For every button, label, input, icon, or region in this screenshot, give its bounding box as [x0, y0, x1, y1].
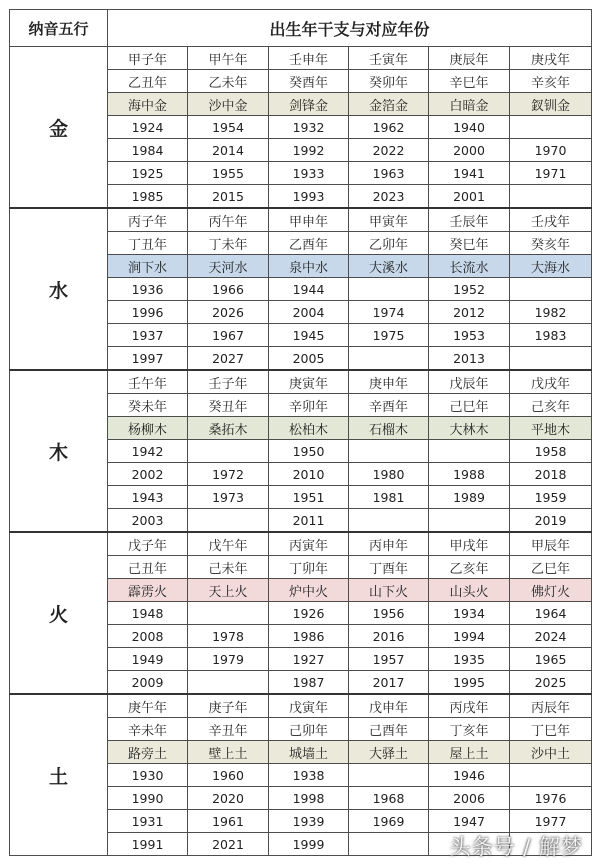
nayin-name-cell: 城墙土	[269, 741, 349, 764]
nayin-name-cell: 桑拓木	[188, 417, 269, 440]
year-cell: 1997	[108, 347, 188, 371]
year-cell: 1961	[188, 810, 269, 833]
year-cell	[349, 440, 429, 463]
year-cell: 1943	[108, 486, 188, 509]
table-wrapper	[9, 9, 592, 856]
year-cell: 1978	[188, 625, 269, 648]
ganzhi-cell: 甲子年	[108, 47, 188, 70]
nayin-name-cell: 大溪水	[349, 255, 429, 278]
element-label: 水	[10, 208, 108, 370]
ganzhi-cell: 丁酉年	[349, 556, 429, 579]
year-cell	[429, 509, 510, 533]
ganzhi-cell: 壬戌年	[510, 208, 592, 232]
year-cell: 2015	[188, 185, 269, 209]
year-cell: 1934	[429, 602, 510, 625]
year-cell: 1962	[349, 116, 429, 139]
year-cell: 1991	[108, 833, 188, 856]
year-cell: 2027	[188, 347, 269, 371]
year-cell: 1959	[510, 486, 592, 509]
ganzhi-cell: 乙酉年	[269, 232, 349, 255]
ganzhi-cell: 乙巳年	[510, 556, 592, 579]
year-cell: 1977	[510, 810, 592, 833]
year-cell: 2006	[429, 787, 510, 810]
nayin-name-cell: 白暗金	[429, 93, 510, 116]
year-cell: 1945	[269, 324, 349, 347]
ganzhi-cell: 辛亥年	[510, 70, 592, 93]
ganzhi-cell: 丁丑年	[108, 232, 188, 255]
year-cell: 2013	[429, 347, 510, 371]
year-cell	[349, 278, 429, 301]
nayin-name-cell: 天河水	[188, 255, 269, 278]
year-cell: 2000	[429, 139, 510, 162]
year-cell: 1971	[510, 162, 592, 185]
nayin-name-cell: 山下火	[349, 579, 429, 602]
year-cell: 2008	[108, 625, 188, 648]
year-cell: 1996	[108, 301, 188, 324]
nayin-name-cell: 大海水	[510, 255, 592, 278]
nayin-name-cell: 涧下水	[108, 255, 188, 278]
ganzhi-cell: 戊寅年	[269, 694, 349, 718]
ganzhi-cell: 丁未年	[188, 232, 269, 255]
year-cell: 1980	[349, 463, 429, 486]
year-cell: 1969	[349, 810, 429, 833]
nayin-name-cell: 大驿土	[349, 741, 429, 764]
nayin-name-cell: 杨柳木	[108, 417, 188, 440]
ganzhi-cell: 己巳年	[429, 394, 510, 417]
ganzhi-cell: 庚午年	[108, 694, 188, 718]
year-cell: 1936	[108, 278, 188, 301]
element-label: 土	[10, 694, 108, 856]
year-cell: 1942	[108, 440, 188, 463]
year-cell: 1972	[188, 463, 269, 486]
ganzhi-cell: 戊子年	[108, 532, 188, 556]
ganzhi-cell: 丁卯年	[269, 556, 349, 579]
stem-row-1	[10, 694, 592, 718]
ganzhi-cell: 壬午年	[108, 370, 188, 394]
ganzhi-cell: 壬辰年	[429, 208, 510, 232]
year-cell: 1958	[510, 440, 592, 463]
nayin-table	[9, 9, 592, 856]
year-cell: 1995	[429, 671, 510, 695]
ganzhi-cell: 戊午年	[188, 532, 269, 556]
year-cell: 1994	[429, 625, 510, 648]
ganzhi-cell: 丁巳年	[510, 718, 592, 741]
year-cell	[510, 347, 592, 371]
year-cell: 1967	[188, 324, 269, 347]
ganzhi-cell: 乙未年	[188, 70, 269, 93]
year-cell: 1935	[429, 648, 510, 671]
year-cell: 1982	[510, 301, 592, 324]
year-cell: 1932	[269, 116, 349, 139]
year-cell	[429, 440, 510, 463]
year-cell	[188, 440, 269, 463]
ganzhi-cell: 己亥年	[510, 394, 592, 417]
year-cell: 1973	[188, 486, 269, 509]
ganzhi-cell: 甲寅年	[349, 208, 429, 232]
year-cell: 1947	[429, 810, 510, 833]
ganzhi-cell: 丙辰年	[510, 694, 592, 718]
year-cell	[349, 764, 429, 787]
nayin-name-cell: 沙中土	[510, 741, 592, 764]
nayin-name-cell: 沙中金	[188, 93, 269, 116]
nayin-name-cell: 天上火	[188, 579, 269, 602]
year-cell: 1946	[429, 764, 510, 787]
ganzhi-cell: 甲戌年	[429, 532, 510, 556]
year-cell: 1990	[108, 787, 188, 810]
ganzhi-cell: 辛丑年	[188, 718, 269, 741]
year-cell: 1993	[269, 185, 349, 209]
nayin-name-cell: 炉中火	[269, 579, 349, 602]
ganzhi-cell: 丙申年	[349, 532, 429, 556]
ganzhi-cell: 庚辰年	[429, 47, 510, 70]
year-cell: 1979	[188, 648, 269, 671]
year-cell: 1939	[269, 810, 349, 833]
year-cell	[188, 671, 269, 695]
year-cell: 2020	[188, 787, 269, 810]
ganzhi-cell: 甲申年	[269, 208, 349, 232]
stem-row-1	[10, 47, 592, 70]
stem-row-1	[10, 370, 592, 394]
ganzhi-cell: 辛未年	[108, 718, 188, 741]
ganzhi-cell: 壬寅年	[349, 47, 429, 70]
year-cell: 1949	[108, 648, 188, 671]
year-cell: 1957	[349, 648, 429, 671]
ganzhi-cell: 壬子年	[188, 370, 269, 394]
ganzhi-cell: 丁亥年	[429, 718, 510, 741]
nayin-name-cell: 大林木	[429, 417, 510, 440]
ganzhi-cell: 戊辰年	[429, 370, 510, 394]
year-cell: 1992	[269, 139, 349, 162]
nayin-name-cell: 釵钏金	[510, 93, 592, 116]
year-cell: 2010	[269, 463, 349, 486]
ganzhi-cell: 壬申年	[269, 47, 349, 70]
year-cell: 1955	[188, 162, 269, 185]
year-cell: 1970	[510, 139, 592, 162]
year-cell: 1988	[429, 463, 510, 486]
header-years: 出生年干支与对应年份	[108, 10, 592, 47]
year-cell	[349, 833, 429, 856]
year-cell: 2023	[349, 185, 429, 209]
year-cell	[349, 347, 429, 371]
year-cell: 1974	[349, 301, 429, 324]
ganzhi-cell: 辛酉年	[349, 394, 429, 417]
year-cell: 2026	[188, 301, 269, 324]
ganzhi-cell: 丙寅年	[269, 532, 349, 556]
year-cell: 1984	[108, 139, 188, 162]
year-cell	[349, 509, 429, 533]
nayin-name-cell: 海中金	[108, 93, 188, 116]
year-cell: 1931	[108, 810, 188, 833]
year-cell	[188, 509, 269, 533]
ganzhi-cell: 癸丑年	[188, 394, 269, 417]
ganzhi-cell: 癸酉年	[269, 70, 349, 93]
nayin-name-cell: 霹雳火	[108, 579, 188, 602]
year-cell: 2016	[349, 625, 429, 648]
nayin-name-cell: 山头火	[429, 579, 510, 602]
year-cell: 1975	[349, 324, 429, 347]
ganzhi-cell: 己未年	[188, 556, 269, 579]
year-cell: 1989	[429, 486, 510, 509]
year-cell: 1940	[429, 116, 510, 139]
ganzhi-cell: 甲午年	[188, 47, 269, 70]
year-cell: 1948	[108, 602, 188, 625]
year-cell: 2018	[510, 463, 592, 486]
year-cell: 1964	[510, 602, 592, 625]
year-cell: 1966	[188, 278, 269, 301]
nayin-name-cell: 金箔金	[349, 93, 429, 116]
year-cell	[510, 116, 592, 139]
year-cell: 1930	[108, 764, 188, 787]
year-cell: 1941	[429, 162, 510, 185]
ganzhi-cell: 辛巳年	[429, 70, 510, 93]
table-body	[10, 47, 592, 856]
ganzhi-cell: 庚子年	[188, 694, 269, 718]
year-cell	[510, 764, 592, 787]
year-cell: 1951	[269, 486, 349, 509]
year-cell: 2005	[269, 347, 349, 371]
nayin-name-cell: 壁上土	[188, 741, 269, 764]
year-cell: 1925	[108, 162, 188, 185]
year-cell: 1938	[269, 764, 349, 787]
year-cell: 2003	[108, 509, 188, 533]
ganzhi-cell: 乙丑年	[108, 70, 188, 93]
ganzhi-cell: 癸卯年	[349, 70, 429, 93]
year-cell: 1960	[188, 764, 269, 787]
year-cell: 2019	[510, 509, 592, 533]
header-element: 纳音五行	[10, 10, 108, 47]
year-cell: 1952	[429, 278, 510, 301]
ganzhi-cell: 辛卯年	[269, 394, 349, 417]
ganzhi-cell: 癸未年	[108, 394, 188, 417]
year-cell: 1999	[269, 833, 349, 856]
year-cell: 1965	[510, 648, 592, 671]
year-cell: 1927	[269, 648, 349, 671]
stem-row-1	[10, 208, 592, 232]
year-cell: 1954	[188, 116, 269, 139]
year-cell: 1981	[349, 486, 429, 509]
ganzhi-cell: 乙亥年	[429, 556, 510, 579]
year-cell: 1926	[269, 602, 349, 625]
year-cell: 1953	[429, 324, 510, 347]
ganzhi-cell: 癸巳年	[429, 232, 510, 255]
year-cell: 1933	[269, 162, 349, 185]
ganzhi-cell: 甲辰年	[510, 532, 592, 556]
nayin-name-cell: 屋上土	[429, 741, 510, 764]
year-cell: 1956	[349, 602, 429, 625]
ganzhi-cell: 己卯年	[269, 718, 349, 741]
ganzhi-cell: 庚戌年	[510, 47, 592, 70]
ganzhi-cell: 丙午年	[188, 208, 269, 232]
ganzhi-cell: 戊戌年	[510, 370, 592, 394]
year-cell: 1937	[108, 324, 188, 347]
year-cell: 2021	[188, 833, 269, 856]
year-cell	[510, 278, 592, 301]
year-cell: 1924	[108, 116, 188, 139]
ganzhi-cell: 庚申年	[349, 370, 429, 394]
nayin-name-cell: 松柏木	[269, 417, 349, 440]
year-cell: 1983	[510, 324, 592, 347]
year-cell: 1976	[510, 787, 592, 810]
ganzhi-cell: 戊申年	[349, 694, 429, 718]
ganzhi-cell: 庚寅年	[269, 370, 349, 394]
nayin-name-cell: 长流水	[429, 255, 510, 278]
ganzhi-cell: 丙戌年	[429, 694, 510, 718]
year-cell: 2014	[188, 139, 269, 162]
year-cell: 2024	[510, 625, 592, 648]
element-label: 木	[10, 370, 108, 532]
year-cell: 1968	[349, 787, 429, 810]
year-cell	[510, 185, 592, 209]
nayin-name-cell: 路旁土	[108, 741, 188, 764]
year-cell: 2001	[429, 185, 510, 209]
ganzhi-cell: 乙卯年	[349, 232, 429, 255]
watermark: 头条号 / 解梦	[449, 835, 583, 859]
year-cell: 2025	[510, 671, 592, 695]
year-cell: 1963	[349, 162, 429, 185]
nayin-name-cell: 石榴木	[349, 417, 429, 440]
year-cell: 2017	[349, 671, 429, 695]
nayin-name-cell: 剑锋金	[269, 93, 349, 116]
year-cell: 1985	[108, 185, 188, 209]
year-cell: 1986	[269, 625, 349, 648]
year-cell: 2002	[108, 463, 188, 486]
ganzhi-cell: 己丑年	[108, 556, 188, 579]
year-cell: 2009	[108, 671, 188, 695]
ganzhi-cell: 己酉年	[349, 718, 429, 741]
stem-row-1	[10, 532, 592, 556]
year-cell: 2012	[429, 301, 510, 324]
year-cell: 1950	[269, 440, 349, 463]
year-cell: 2004	[269, 301, 349, 324]
nayin-name-cell: 泉中水	[269, 255, 349, 278]
header-row	[10, 10, 592, 47]
year-cell	[188, 602, 269, 625]
year-cell: 1998	[269, 787, 349, 810]
year-cell: 2011	[269, 509, 349, 533]
year-cell: 2022	[349, 139, 429, 162]
year-cell: 1944	[269, 278, 349, 301]
element-label: 金	[10, 47, 108, 209]
element-label: 火	[10, 532, 108, 694]
nayin-name-cell: 平地木	[510, 417, 592, 440]
year-cell: 1987	[269, 671, 349, 695]
ganzhi-cell: 丙子年	[108, 208, 188, 232]
nayin-name-cell: 佛灯火	[510, 579, 592, 602]
ganzhi-cell: 癸亥年	[510, 232, 592, 255]
